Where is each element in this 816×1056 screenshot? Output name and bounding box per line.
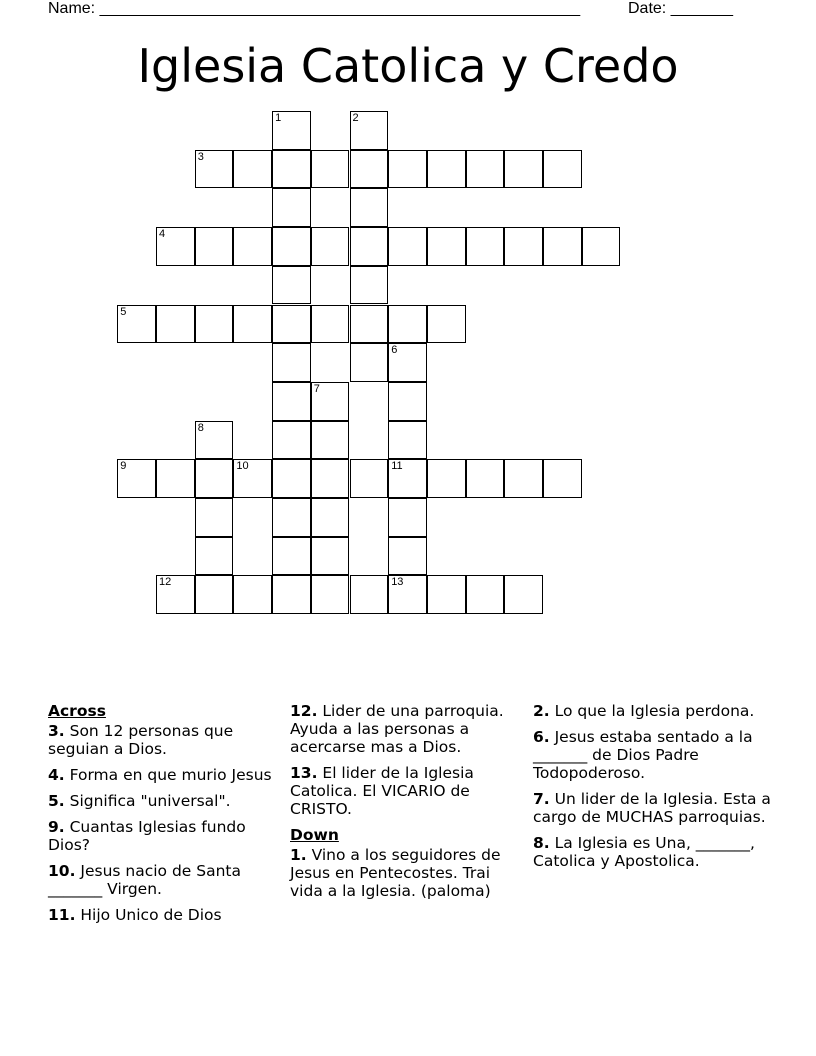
grid-cell[interactable] <box>427 150 466 189</box>
grid-cell[interactable] <box>388 498 427 537</box>
grid-cell[interactable] <box>117 305 156 344</box>
grid-cell[interactable] <box>156 227 195 266</box>
grid-cell[interactable] <box>272 343 311 382</box>
grid-cell[interactable] <box>272 421 311 460</box>
grid-cell[interactable] <box>195 150 234 189</box>
clue-item <box>533 834 773 870</box>
grid-cell[interactable] <box>427 305 466 344</box>
name-field-label: Name: ______________________________________________________ <box>48 0 581 17</box>
clue-item <box>48 862 274 898</box>
grid-cell[interactable] <box>543 459 582 498</box>
date-field-label: Date: _______ <box>628 0 733 17</box>
clue-item <box>533 790 773 826</box>
grid-cell[interactable] <box>272 266 311 305</box>
grid-cell[interactable] <box>195 227 234 266</box>
clue-item <box>290 764 520 818</box>
clue-number: 2 <box>352 112 359 124</box>
clue-item-text: Lider de una parroquia. Ayuda a las personas a acercarse mas a Dios. <box>290 702 504 756</box>
clue-item-number: 4. <box>48 766 65 784</box>
grid-cell[interactable] <box>195 305 234 344</box>
grid-cell[interactable] <box>388 537 427 576</box>
clue-item-text: Jesus nacio de Santa _______ Virgen. <box>48 862 242 898</box>
grid-cell[interactable] <box>350 343 389 382</box>
clue-number: 7 <box>313 382 320 395</box>
down-heading: Down <box>290 826 339 844</box>
grid-cell[interactable] <box>350 150 389 189</box>
clue-item-number: 1. <box>290 846 307 864</box>
clue-item-number: 10. <box>48 862 76 880</box>
clue-item-number: 9. <box>48 818 65 836</box>
grid-cell[interactable] <box>272 188 311 227</box>
page-title: Iglesia Catolica y Credo <box>137 39 679 93</box>
clue-item-number: 7. <box>533 790 550 808</box>
grid-cell[interactable] <box>272 111 311 150</box>
clue-item <box>48 722 274 758</box>
clue-item-number: 8. <box>533 834 550 852</box>
clue-item-text: Jesus estaba sentado a la _______ de Dios Padre Todopoderoso. <box>533 728 753 782</box>
grid-cell[interactable] <box>311 227 350 266</box>
clue-column-1 <box>48 702 274 932</box>
grid-cell[interactable] <box>504 459 543 498</box>
grid-cell[interactable] <box>350 459 389 498</box>
grid-cell[interactable] <box>272 305 311 344</box>
grid-cell[interactable] <box>311 498 350 537</box>
grid-cell[interactable] <box>388 382 427 421</box>
grid-cell[interactable] <box>195 498 234 537</box>
grid-cell[interactable] <box>156 305 195 344</box>
grid-cell[interactable] <box>233 575 272 614</box>
grid-cell[interactable] <box>466 227 505 266</box>
grid-cell[interactable] <box>466 459 505 498</box>
grid-cell[interactable] <box>388 459 427 498</box>
clue-item-number: 12. <box>290 702 318 720</box>
clue-number: 12 <box>159 576 172 589</box>
grid-cell[interactable] <box>156 575 195 614</box>
grid-cell[interactable] <box>272 537 311 576</box>
grid-cell[interactable] <box>504 575 543 614</box>
grid-cell[interactable] <box>272 227 311 266</box>
clue-item-text: Hijo Unico de Dios <box>75 906 222 924</box>
grid-cell[interactable] <box>350 227 389 266</box>
clue-item-text: Vino a los seguidores de Jesus en Pentecostes. Trai vida a la Iglesia. (paloma) <box>290 846 501 900</box>
grid-cell[interactable] <box>543 150 582 189</box>
clue-column-2 <box>290 702 520 908</box>
grid-cell[interactable] <box>350 305 389 344</box>
clue-item <box>48 906 274 924</box>
grid-cell[interactable] <box>582 227 621 266</box>
clue-number: 3 <box>197 150 204 163</box>
grid-cell[interactable] <box>504 150 543 189</box>
grid-cell[interactable] <box>195 537 234 576</box>
grid-cell[interactable] <box>233 227 272 266</box>
across-heading: Across <box>48 702 106 720</box>
grid-cell[interactable] <box>311 575 350 614</box>
grid-cell[interactable] <box>233 150 272 189</box>
clue-number: 4 <box>159 228 166 241</box>
grid-cell[interactable] <box>272 575 311 614</box>
grid-cell[interactable] <box>388 227 427 266</box>
grid-cell[interactable] <box>311 305 350 344</box>
grid-cell[interactable] <box>504 227 543 266</box>
grid-cell[interactable] <box>311 382 350 421</box>
grid-cell[interactable] <box>350 111 389 150</box>
clue-item <box>48 792 274 810</box>
clue-list <box>0 702 816 1002</box>
clue-item-text: Son 12 personas que seguian a Dios. <box>48 722 234 758</box>
clue-number: 8 <box>197 421 204 434</box>
grid-cell[interactable] <box>427 459 466 498</box>
grid-cell[interactable] <box>388 150 427 189</box>
grid-cell[interactable] <box>388 575 427 614</box>
grid-cell[interactable] <box>117 459 156 498</box>
grid-cell[interactable] <box>272 150 311 189</box>
grid-cell[interactable] <box>543 227 582 266</box>
clue-item <box>290 846 520 900</box>
grid-cell[interactable] <box>156 459 195 498</box>
clue-item <box>48 818 274 854</box>
clue-number: 1 <box>275 112 282 124</box>
clue-item-text: Forma en que murio Jesus <box>64 766 272 784</box>
grid-cell[interactable] <box>195 421 234 460</box>
clue-item <box>533 702 773 720</box>
clue-item-text: La Iglesia es Una, _______, Catolica y Apostolica. <box>533 834 755 870</box>
grid-cell[interactable] <box>272 382 311 421</box>
grid-cell[interactable] <box>388 421 427 460</box>
clue-item-text: Cuantas Iglesias fundo Dios? <box>48 818 246 854</box>
clue-item-text: El lider de la Iglesia Catolica. El VICARIO de CRISTO. <box>290 764 474 818</box>
grid-cell[interactable] <box>466 575 505 614</box>
grid-cell[interactable] <box>350 188 389 227</box>
clue-item <box>290 702 520 756</box>
clue-item-text: Un lider de la Iglesia. Esta a cargo de MUCHAS parroquias. <box>533 790 771 826</box>
clue-number: 11 <box>391 460 403 473</box>
clue-item <box>533 728 773 782</box>
clue-number: 9 <box>120 460 127 473</box>
grid-cell[interactable] <box>272 459 311 498</box>
grid-cell[interactable] <box>272 498 311 537</box>
grid-cell[interactable] <box>311 421 350 460</box>
grid-cell[interactable] <box>311 537 350 576</box>
grid-cell[interactable] <box>233 305 272 344</box>
grid-cell[interactable] <box>311 150 350 189</box>
clue-item-number: 6. <box>533 728 550 746</box>
grid-cell[interactable] <box>195 459 234 498</box>
clue-item-number: 2. <box>533 702 550 720</box>
grid-cell[interactable] <box>311 459 350 498</box>
clue-item-text: Significa "universal". <box>64 792 231 810</box>
clue-item-number: 5. <box>48 792 65 810</box>
clue-number: 5 <box>120 305 127 318</box>
grid-cell[interactable] <box>466 150 505 189</box>
clue-number: 10 <box>236 460 249 473</box>
grid-cell[interactable] <box>233 459 272 498</box>
clue-item-number: 13. <box>290 764 318 782</box>
clue-item-text: Lo que la Iglesia perdona. <box>549 702 755 720</box>
clue-number: 6 <box>391 344 398 357</box>
grid-cell[interactable] <box>427 575 466 614</box>
clue-number: 13 <box>391 576 404 589</box>
clue-item-number: 11. <box>48 906 76 924</box>
clue-column-3 <box>533 702 773 878</box>
grid-cell[interactable] <box>427 227 466 266</box>
clue-item <box>48 766 274 784</box>
grid-cell[interactable] <box>350 266 389 305</box>
grid-cell[interactable] <box>388 343 427 382</box>
clue-item-number: 3. <box>48 722 65 740</box>
grid-cell[interactable] <box>388 305 427 344</box>
grid-cell[interactable] <box>195 575 234 614</box>
grid-cell[interactable] <box>350 575 389 614</box>
